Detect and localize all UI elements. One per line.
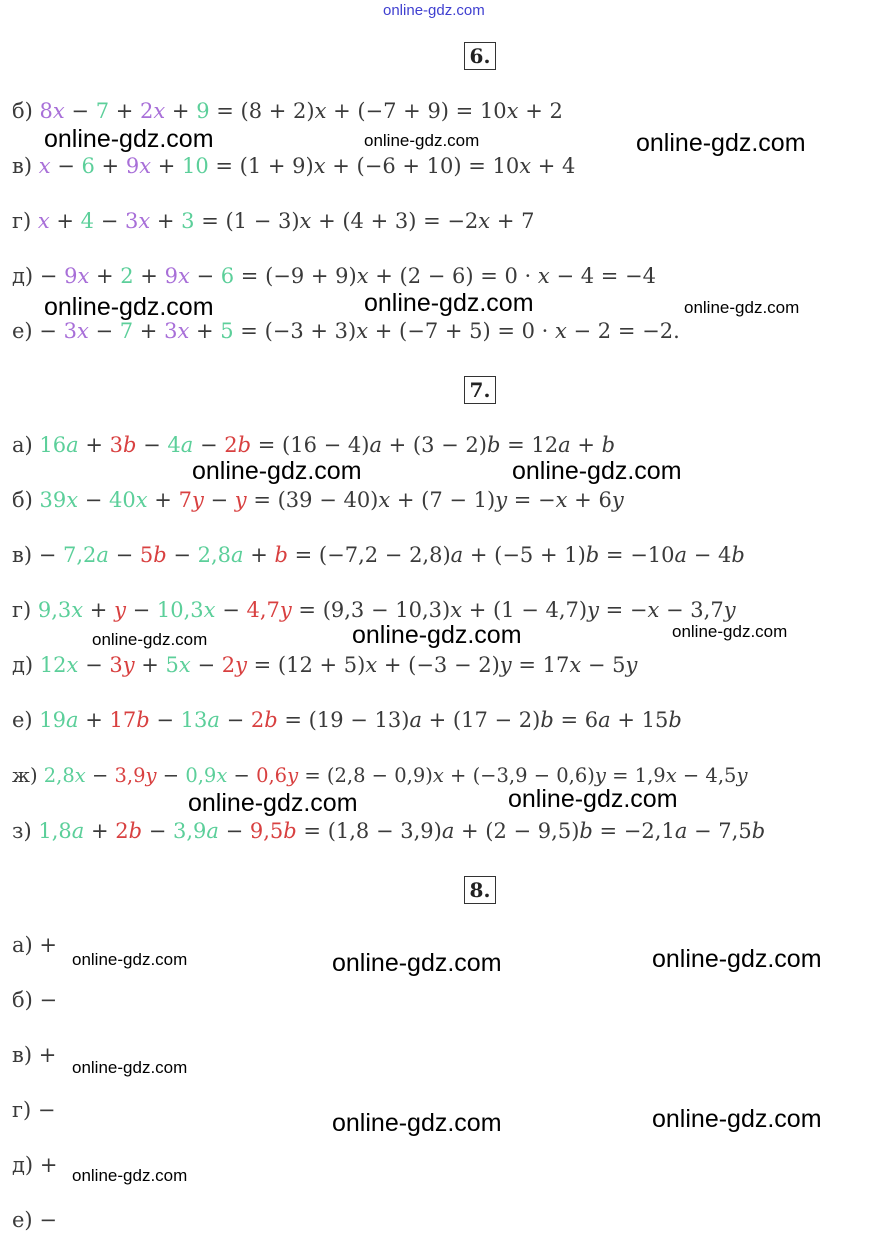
expression-6e: е) − 3x − 7 + 3x + 5 = (−3 + 3)x + (−7 + 5) = 0 · x − 2 = −2.	[12, 319, 680, 343]
watermark: online-gdz.com	[72, 950, 188, 969]
watermark: online-gdz.com	[652, 945, 822, 973]
expression-6b: б) 8x − 7 + 2x + 9 = (8 + 2)x + (−7 + 9) = 10x + 2	[12, 99, 563, 123]
expression-7b: б) 39x − 40x + 7y − y = (39 − 40)x + (7 − 1)y = −x + 6y	[12, 488, 624, 512]
watermark: online-gdz.com	[72, 1058, 188, 1077]
expression-6d: д) − 9x + 2 + 9x − 6 = (−9 + 9)x + (2 − 6) = 0 · x − 4 = −4	[12, 264, 656, 288]
expression-7e: е) 19a + 17b − 13a − 2b = (19 − 13)a + (17 − 2)b = 6a + 15b	[12, 708, 682, 732]
watermark: online-gdz.com	[332, 1109, 502, 1137]
watermark: online-gdz.com	[364, 289, 534, 317]
expression-7zh: ж) 2,8x − 3,9y − 0,9x − 0,6y = (2,8 − 0,9)x + (−3,9 − 0,6)y = 1,9x − 4,5y	[12, 764, 748, 787]
expression-7z: з) 1,8a + 2b − 3,9a − 9,5b = (1,8 − 3,9)a + (2 − 9,5)b = −2,1a − 7,5b	[12, 819, 766, 843]
section-number-8: 8.	[464, 876, 496, 904]
watermark: online-gdz.com	[72, 1166, 188, 1185]
watermark: online-gdz.com	[652, 1105, 822, 1133]
answer-8e: е) −	[12, 1208, 57, 1232]
watermark: online-gdz.com	[508, 785, 678, 813]
expression-7a: а) 16a + 3b − 4a − 2b = (16 − 4)a + (3 − 2)b = 12a + b	[12, 433, 616, 457]
watermark: online-gdz.com	[332, 949, 502, 977]
watermark: online-gdz.com	[672, 622, 788, 641]
watermark: online-gdz.com	[684, 298, 800, 317]
answer-8d: д) +	[12, 1153, 58, 1177]
watermark: online-gdz.com	[192, 457, 362, 485]
answer-8b: б) −	[12, 988, 58, 1012]
watermark: online-gdz.com	[352, 621, 522, 649]
watermark: online-gdz.com	[92, 630, 208, 649]
top-watermark: online-gdz.com	[383, 2, 485, 19]
watermark: online-gdz.com	[188, 789, 358, 817]
watermark: online-gdz.com	[44, 125, 214, 153]
watermark: online-gdz.com	[636, 129, 806, 157]
expression-7g: г) 9,3x + y − 10,3x − 4,7y = (9,3 − 10,3)x + (1 − 4,7)y = −x − 3,7y	[12, 598, 736, 622]
expression-6v: в) x − 6 + 9x + 10 = (1 + 9)x + (−6 + 10) = 10x + 4	[12, 154, 576, 178]
watermark: online-gdz.com	[364, 131, 480, 150]
watermark: online-gdz.com	[512, 457, 682, 485]
expression-6g: г) x + 4 − 3x + 3 = (1 − 3)x + (4 + 3) = −2x + 7	[12, 209, 535, 233]
expression-7v: в) − 7,2a − 5b − 2,8a + b = (−7,2 − 2,8)a + (−5 + 1)b = −10a − 4b	[12, 543, 745, 567]
expression-7d: д) 12x − 3y + 5x − 2y = (12 + 5)x + (−3 − 2)y = 17x − 5y	[12, 653, 638, 677]
watermark: online-gdz.com	[44, 293, 214, 321]
section-number-6: 6.	[464, 42, 496, 70]
answer-8v: в) +	[12, 1043, 57, 1067]
section-number-7: 7.	[464, 376, 496, 404]
answer-8a: а) +	[12, 933, 58, 957]
answer-8g: г) −	[12, 1098, 56, 1122]
